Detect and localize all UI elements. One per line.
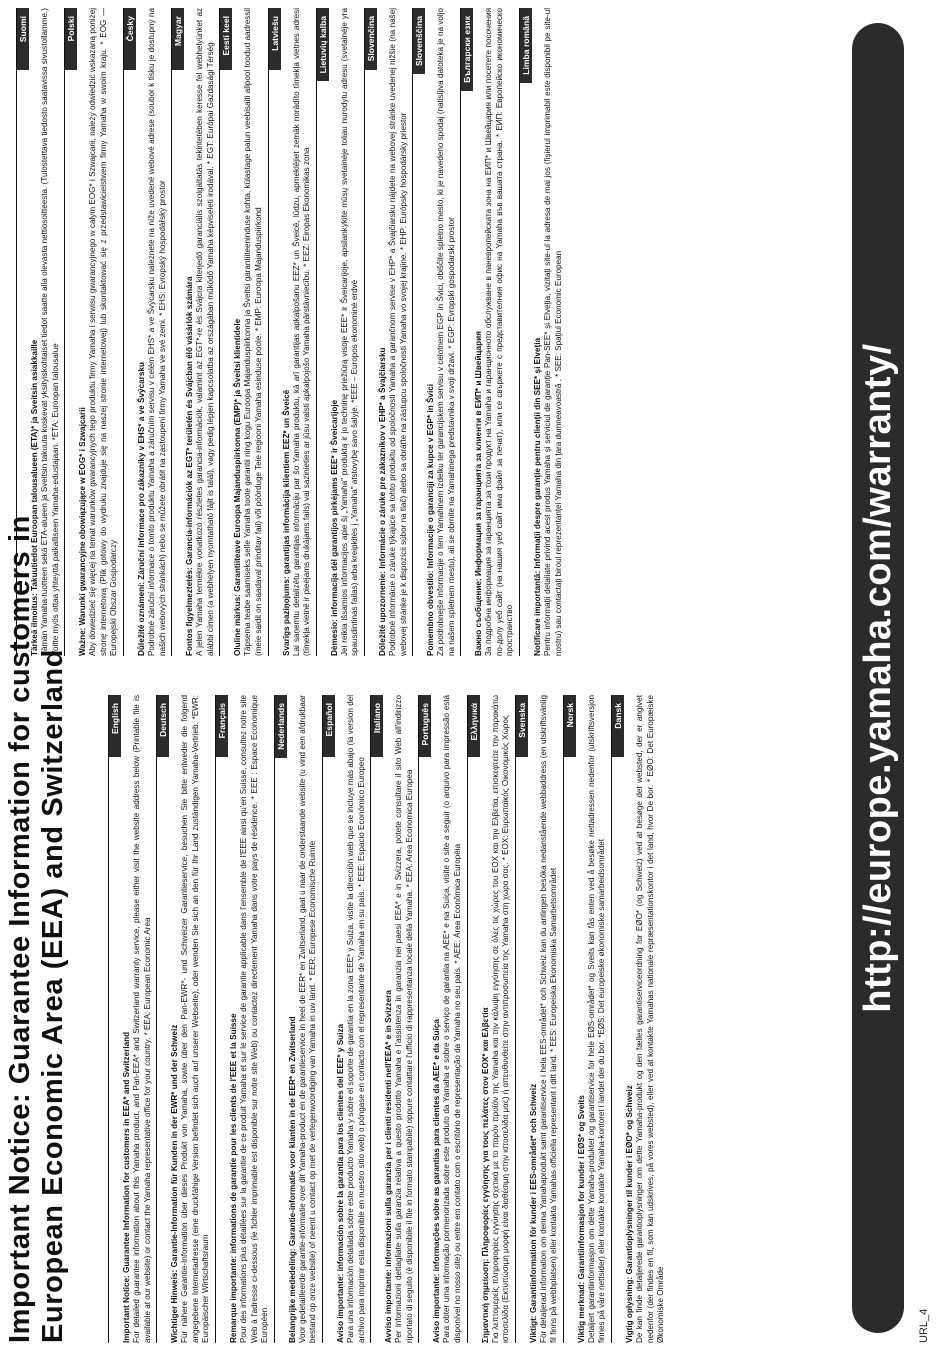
document-code: URL_4 xyxy=(918,1308,930,1343)
section-body: Täpsema teabe saamiseks selle Yamaha toote garantii ning kogu Euroopa Majanduspiirkonna ja Šveitsi garantiiteeninduse kohta, külastage palun veebisaiti allpool toodud aadressil (meie saidil on saadaval prinditav fail) või pöörduge Teie regiooni Yamaha esinduse poole. * EMP: Euroopa Majanduspiirkond xyxy=(243,8,263,656)
section-title: Σημαντική σημείωση: Πληροφορίες εγγύησης για τους πελάτες στον ΕΟΧ* και Ελβετία xyxy=(480,1007,490,1343)
section-header xyxy=(157,695,169,1343)
section-header xyxy=(323,695,335,1343)
section-body: De kan finde detaljerede garantioplysninger om dette Yamaha-produkt og den fælles garantiserviceordning for EØO* (og Schweiz) ved at besøge det websted, der er angivet nedenfor (der findes en fil, som kan udskrives, på vores websted), eller ved at kontakte Yamahas nationale repræsentationskontor i det land, hvor De bor. * EØO: Det Europæiske Økonomiske Område xyxy=(635,695,666,1343)
notice-section xyxy=(611,695,667,1343)
language-label: Italiano xyxy=(371,695,383,757)
language-label: Norsk xyxy=(564,695,576,757)
notice-section xyxy=(364,8,409,656)
language-label: English xyxy=(109,695,121,757)
notice-section xyxy=(316,8,361,656)
notice-section xyxy=(274,695,319,1343)
section-title: Vigtig oplysning: Garantioplysninger til kunder i EØO* og Schweiz xyxy=(625,1085,635,1343)
language-label: Magyar xyxy=(172,8,184,70)
section-title: Ważne: Warunki gwarancyjne obowiązujące w EOG* i Szwajcarii xyxy=(78,407,88,656)
section-header xyxy=(124,8,136,656)
section-title: Aviso importante: informações sobre as garantias para clientes da AEE* e da Suíça xyxy=(432,1019,442,1343)
right-column xyxy=(16,8,567,656)
notice-section xyxy=(460,8,516,656)
section-header xyxy=(109,695,121,1343)
section-header xyxy=(220,8,232,656)
language-label: Suomi xyxy=(17,8,29,70)
notice-section xyxy=(171,8,216,656)
notice-section xyxy=(563,695,608,1343)
language-label: Português xyxy=(419,695,431,757)
notice-section xyxy=(370,695,415,1343)
language-label: Lietuvių kalba xyxy=(317,8,329,81)
section-header xyxy=(516,695,528,1343)
section-title: Avviso importante: informazioni sulla garanzia per i clienti residenti nell'EEA* e in Svizzera xyxy=(384,990,394,1343)
section-title: Dėmesio: informacija dėl garantijos pirkėjams EEE* ir Šveicarijoje xyxy=(329,399,339,656)
notice-section xyxy=(108,695,153,1343)
notice-section xyxy=(322,695,367,1343)
notice-section xyxy=(412,8,457,656)
section-header xyxy=(172,8,184,656)
notice-section xyxy=(519,8,564,656)
language-label: Slovenščina xyxy=(413,8,425,74)
notice-section xyxy=(268,8,313,656)
section-header xyxy=(461,8,473,656)
section-body: Tämän Yamaha-tuotteen sekä ETA-alueen ja Sveitsin takuuta koskevat yksityiskohtaiset tiedot saatte alla olevasta nettiosoitteesta. (Tulostettava tiedosto saatavissa sivustollamme.) Voitte myös ottaa yhteyttä paikalliseen Yamaha-edustajaan. *ETA: Euroopan talousalue xyxy=(40,8,60,656)
section-body: Jei reikia išsamios informacijos apie šį „Yamaha" produktą ir jo techninę priežiūrą visoje EEE* ir Šveicarijoje, apsilankykite mūsų svetainėje toliau nurodytu adresu (svetainėje yra spausdintinas failas) arba kreipkitės į „Yamaha" atstovybę savo šalyje. *EEE – Europos ekonominė erdvė xyxy=(339,8,360,656)
section-title: Důležité oznámení: Záruční informace pro zákazníky v EHS* a ve Švýcarsku xyxy=(136,362,146,656)
section-header xyxy=(413,8,425,656)
section-body: Pentru informaţii detaliate privind acest produs Yamaha şi serviciul de garanţie Pan-SEE* şi Elveţia, vizitaţi site-ul la adresa de mai jos (fişierul imprimabil este disponibil pe site-ul nostru) sau contactaţi biroul reprezentanţei Yamaha din ţara dumneavoastră . * SEE: Spaţiul Economic European xyxy=(543,8,563,656)
left-column xyxy=(108,695,670,1343)
language-label: Deutsch xyxy=(157,695,169,757)
language-label: Dansk xyxy=(612,695,624,757)
section-body: Lai saņemtu detalizētu garantijas informāciju par šo Yamaha produktu, kā arī garantijas apkalpošanu EEZ* un Šveicē, lūdzu, apmeklējiet zemāk norādīto tīmekļa vietnes adresi (tīmekļa vietnē ir pieejams drukājams fails) vai sazinieties ar jūsu valsti apkalpojošo Yamaha pārstāvniecību. * EEZ: Eiropas Ekonomikas zona xyxy=(291,8,312,656)
language-label: Български език xyxy=(461,8,473,91)
section-title: Aviso importante: información sobre la garantía para los clientes del EEE* y Suiza xyxy=(335,1023,345,1343)
notice-section xyxy=(156,695,212,1343)
language-label: Español xyxy=(323,695,335,757)
section-title: Pomembno obvestilo: Informacije o garanciji za kupce v EGP* in Švici xyxy=(426,383,436,656)
section-header xyxy=(520,8,532,656)
page-title: Important Notice: Guarantee Information for customers in European Economic Area (EEA) and Switzerland xyxy=(4,515,69,1343)
section-header xyxy=(371,695,383,1343)
section-header xyxy=(419,695,431,1343)
notice-section xyxy=(215,695,271,1343)
section-body: För detaljerad information om denna Yamahaprodukt samt garantiservice i hela EES-området* och Schweiz kan du antingen besöka nedanstående webbaddress (en utskriftsvänlig fil finns på webbplatsen) eller kontakta Yamahas officiella representant i ditt land. * EES: Europeiska Ekonomiska Samarbetsområdet xyxy=(538,695,559,1343)
language-label: Nederlands xyxy=(275,695,287,758)
section-body: Para una información detallada sobre este producto Yamaha y sobre el soporte de garantía en la zona EEE* y Suiza, visite la dirección web que se incluye más abajo (la version del archivo para imprimir esta disponible en nuestro sitio web) o póngase en contacto con el representante de Yamaha en su país. * EEE: Espacio Económico Europeo xyxy=(345,695,366,1343)
notice-section xyxy=(515,695,560,1343)
section-title: Fontos figyelmeztetés: Garancia-információk az EGT* területén és Svájcban élő vásárlók számára xyxy=(185,276,195,656)
url-banner[interactable] xyxy=(852,23,904,1333)
section-title: Notificare importantă: Informaţii despre garanţie pentru clienţii din SEE* şi Elveţia xyxy=(533,337,543,656)
section-body: A jelen Yamaha termékre vonatkozó részletes garancia-információk, valamint az EGT*-re és Svájcra kiterjedő garanciális szolgáltatás tekintetében keresse fel webhelyünket az alábbi címen (a webhelyen nyomtatható fájlt is talál), vagy pedig lépjen kapcsolatba az országában működő Yamaha képviseleti irodával. * EGT: Európai Gazdasági Térség xyxy=(195,8,215,656)
section-title: Viktigt: Garantiinformation för kunder i EES-området* och Schweiz xyxy=(528,1083,538,1343)
section-title: Viktig merknad: Garantiinformasjon for kunder i EØS* og Sveits xyxy=(576,1095,586,1343)
section-title: Svarīgs paziņojums: garantijas informācija klientiem EEZ* un Šveicē xyxy=(281,389,291,656)
section-title: Wichtiger Hinweis: Garantie-Information für Kunden in der EWR* und der Schweiz xyxy=(170,1024,180,1343)
section-title: Remarque importante: informations de garantie pour les clients de l'EEE et la Suisse xyxy=(228,1013,238,1343)
section-title: Important Notice: Guarantee Information for customers in EEA* and Switzerland xyxy=(122,1031,131,1343)
section-body: Für nähere Garantie-Information über dieses Produkt von Yamaha, sowie über den Pan-EWR*- und Schweizer Garantieservice, besuchen Sie bitte entweder die folgend angegebene Internetadresse (eine druckfähige Version befindet sich auch auf unserer Webseite), oder wenden Sie sich an den für Ihr Land zuständigen Yamaha-Vertrieb. *EWR: Europäischer Wirtschaftsraum xyxy=(180,695,211,1343)
section-header xyxy=(317,8,329,656)
section-title: Tärkeä ilmoitus: Takuutiedot Euroopan talousalueen (ETA)* ja Sveitsin asiakkaille xyxy=(30,339,39,656)
section-body: Per informazioni dettagliate sulla garanzia relativa a questo prodotto Yamaha e l'assistenza in garanzia nei paesi EEA* e in Svizzera, potete consultare il sito Web all'indirizzo riportato di seguito (è disponibile il file in formato stampabile) oppure contattare l'ufficio di rappresentanza locale della Yamaha. * EEA: Area Economica Europea xyxy=(394,695,414,1343)
language-label: Latviešu xyxy=(269,8,281,70)
section-title: Oluline märkus: Garantiiteave Euroopa Majanduspiirkonna (EMP)* ja Šveitsi klientidele xyxy=(233,318,243,656)
section-title: Важно съобщение: Информация за гаранцията за клиенти в ЕИП* и Швейцария xyxy=(474,331,484,656)
section-header xyxy=(216,695,228,1343)
section-body: Podrobné informácie o záruke týkajúce sa tohto produktu od spoločnosti Yamaha a garančnom servise v EHP* a Švajčiarsku nájdete na webovej stránke uvedenej nižšie (na našej webovej stránke je k dispozícii súbor na tlač) alebo sa obráťte na zástupcu spoločnosti Yamaha vo svojej krajine. * EHP: Európsky hospodársky priestor xyxy=(387,8,408,656)
language-label: Česky xyxy=(124,8,136,70)
section-header xyxy=(365,8,377,656)
notice-section xyxy=(418,695,463,1343)
section-body: Pour des informations plus détaillées sur la garantie de ce produit Yamaha et sur le service de garantie applicable dans l'ensemble de l'EEE ainsi qu'en Suisse, consultez notre site Web à l'adresse ci-dessous (le fichier imprimable est disponible sur notre site Web) ou contactez directement Yamaha dans votre pays de résidence. * EEE : Espace Economique Européen xyxy=(238,695,270,1343)
section-body: Voor gedetailleerde garantie-informatie over dit Yamaha-product en de garantieservice in heel de EER* en Zwitserland, gaat u naar de onderstaande website (u vind een afdrukbaar bestand op onze website) of neemt u contact op met de vertegenwoordiging van Yamaha in uw land. * EER: Europese Economische Ruimte xyxy=(297,695,318,1343)
warranty-url[interactable]: http://europe.yamaha.com/warranty/ xyxy=(857,343,899,1013)
notice-section xyxy=(219,8,264,656)
language-label: Ελληνικά xyxy=(468,695,480,757)
language-label: Polski xyxy=(65,8,77,70)
notice-section xyxy=(123,8,168,656)
section-body: За подробна информация за гаранцията за този продукт на Yamaha и гаранционното обслужване в паневропейската зона на ЕИП* и Швейцария или посетете посочения по-долу уеб сайт (на нашия уеб сайт има файл за печат), или се свържете с представителния офис на Yamaha във вашата страна. * ЕИП: Европейско икономическо пространство xyxy=(484,8,515,656)
section-header xyxy=(65,8,77,656)
section-header xyxy=(564,695,576,1343)
section-header xyxy=(612,695,624,1343)
language-label: Limba română xyxy=(520,8,532,83)
notice-section xyxy=(467,695,512,1343)
section-header xyxy=(17,8,29,656)
section-body: For detailed guarantee information about this Yamaha product, and Pan-EEA* and Switzerland warranty service, please either visit the website address below (Printable file is available at our website) or contact the Yamaha representative office for your country. * EEA: European Economic Area xyxy=(132,695,152,1343)
section-title: Dôležité upozornenie: Informácie o záruke pre zákazníkov v EHP* a Švajčiarsku xyxy=(377,347,387,656)
section-header xyxy=(275,695,287,1343)
section-body: Podrobné záruční informace o tomto produktu Yamaha a záručním servisu v celém EHS* a ve Švýcarsku naleznete na níže uvedené webové adrese (soubor k tisku je dostupný na našich webových stránkách) nebo se můžete obrátit na zastoupení firmy Yamaha ve své zemi. * EHS: Evropský hospodářský prostor xyxy=(146,8,167,656)
section-body: Detaljert garantiinformasjon om dette Yamaha-produktet og garantiservice for hele EØS-området* og Sveits kan fås enten ved å besøke nettadressen nedenfor (utskriftsversjon finnes på våre nettsider) eller kontakte kontakte Yamaha-kontoret i landet der du bor. *EØS: Det europeiske økonomiske samarbeidsområdet xyxy=(586,695,607,1343)
language-label: Eesti keel xyxy=(220,8,232,70)
section-header xyxy=(269,8,281,656)
section-body: Para obter uma informação pormenorizada sobre este produto da Yamaha e sobre o serviço de garantia na AEE* e na Suíça, visite o site a seguir (o arquivo para impressão está disponível no nosso site) ou entre em contato com o escritório de representação da Yamaha no seu país. * AEE: Área Econômica Européia xyxy=(442,695,462,1343)
section-header xyxy=(468,695,480,1343)
notice-section xyxy=(64,8,120,656)
language-label: Français xyxy=(216,695,228,757)
language-label: Slovenčina xyxy=(365,8,377,70)
notice-section xyxy=(16,8,61,656)
section-body: Για λεπτομερείς πληροφορίες εγγύησης σχετικά με το παρόν προϊόν της Yamaha και την κάλυψη εγγύησης σε όλες τις χώρες του ΕΟΧ και την Ελβετία, επισκεφτείτε την παρακάτω ιστοσελίδα (Εκτυπώσιμη μορφή είναι διαθέσιμη στην ιστοσελίδα μας) ή απευθυνθείτε στην αντιπροσωπεία της Yamaha στη χώρα σας. * ΕΟΧ: Ευρωπαϊκός Οικονομικός Χώρος xyxy=(490,695,511,1343)
section-title: Belangrijke mededeling: Garantie-informatie voor klanten in de EER* en Zwitserland xyxy=(287,1016,297,1343)
section-body: Za podrobnejše informacije o tem Yamahinem izdelku ter garancijskem servisu v celotnem EGP in Švici, obiščite spletno mesto, ki je navedeno spodaj (natisljiva datoteka je na voljo na našem spletnem mestu), ali se obrnite na Yamahinega predstavnika v svoji državi. * EGP: Evropski gospodarski prostor xyxy=(436,8,456,656)
language-label: Svenska xyxy=(516,695,528,757)
section-body: Aby dowiedzieć się więcej na temat warunków gwarancyjnych tego produktu firmy Yamaha i serwisu gwarancyjnego w całym EOG* i Szwajcarii, należy odwiedzić wskazaną poniżej stronę internetową (Plik gotowy do wydruku znajduje się na naszej stronie internetowej) lub skontaktować się z przedstawicielstwem firmy Yamaha w swoim kraju. * EOG — Europejski Obszar Gospodarczy xyxy=(88,8,119,656)
